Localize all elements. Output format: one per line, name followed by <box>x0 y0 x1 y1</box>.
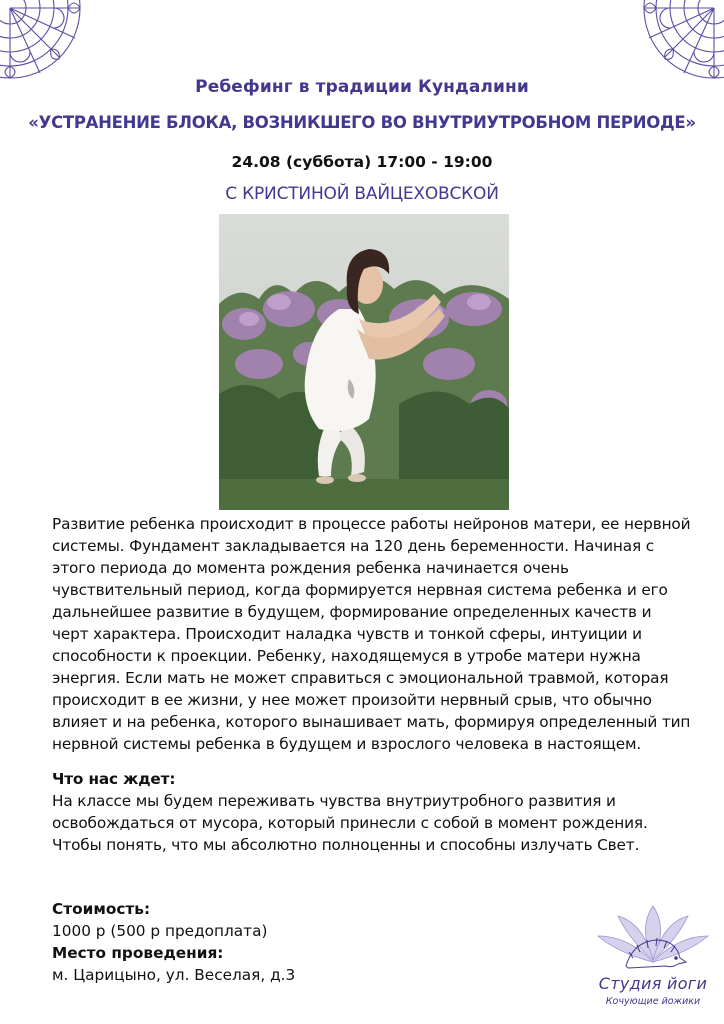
teacher-photo <box>219 214 509 510</box>
event-subtitle: «УСТРАНЕНИЕ БЛОКА, ВОЗНИКШЕГО ВО ВНУТРИУТРОБНОМ ПЕРИОДЕ» <box>28 113 696 132</box>
event-info <box>52 898 295 986</box>
logo-subtitle: Кочующие йожики <box>605 996 701 1007</box>
place-label: Место проведения: <box>52 944 224 962</box>
expect-section <box>52 768 692 856</box>
expect-text: На классе мы будем переживать чувства внутриутробного развития и освобождаться от мусора, который принесли с собой в момент рождения. Чтобы понять, что мы абсолютно полноценны и способны излучать Свет. <box>52 792 648 854</box>
lotus-hedgehog-icon <box>588 898 718 978</box>
event-datetime: 24.08 (суббота) 17:00 - 19:00 <box>231 153 493 171</box>
logo-name: Студия йоги <box>598 974 708 993</box>
event-teacher: С КРИСТИНОЙ ВАЙЦЕХОВСКОЙ <box>225 184 499 204</box>
event-title: Ребефинг в традиции Кундалини <box>195 77 529 97</box>
description-paragraph: Развитие ребенка происходит в процессе работы нейронов матери, ее нервной системы. Фундамент закладывается на 120 день беременности. Начиная с этого периода до момента рождения ребенка начинается очень чувствительный период, когда формируется нервная система ребенка и его дальнейшее развитие в будущем, формирование определенных качеств и черт характера. Происходит наладка чувств и тонкой сферы, интуиции и способности к проекции. Ребенку, находящемуся в утробе матери нужна энергия. Если мать не может справиться с эмоциональной травмой, которая происходит в ее жизни, у нее может произойти нервный срыв, что обычно влияет и на ребенка, которого вынашивает мать, формируя определенный тип нервной системы ребенка в будущем и взрослого человека в настоящем. <box>52 515 691 753</box>
expect-heading: Что нас ждет: <box>52 770 176 788</box>
place-value: м. Царицыно, ул. Веселая, д.3 <box>52 966 296 984</box>
studio-logo <box>588 898 718 1016</box>
event-description <box>52 513 692 755</box>
price-label: Стоимость: <box>52 900 151 918</box>
price-value: 1000 р (500 р предоплата) <box>52 922 268 940</box>
